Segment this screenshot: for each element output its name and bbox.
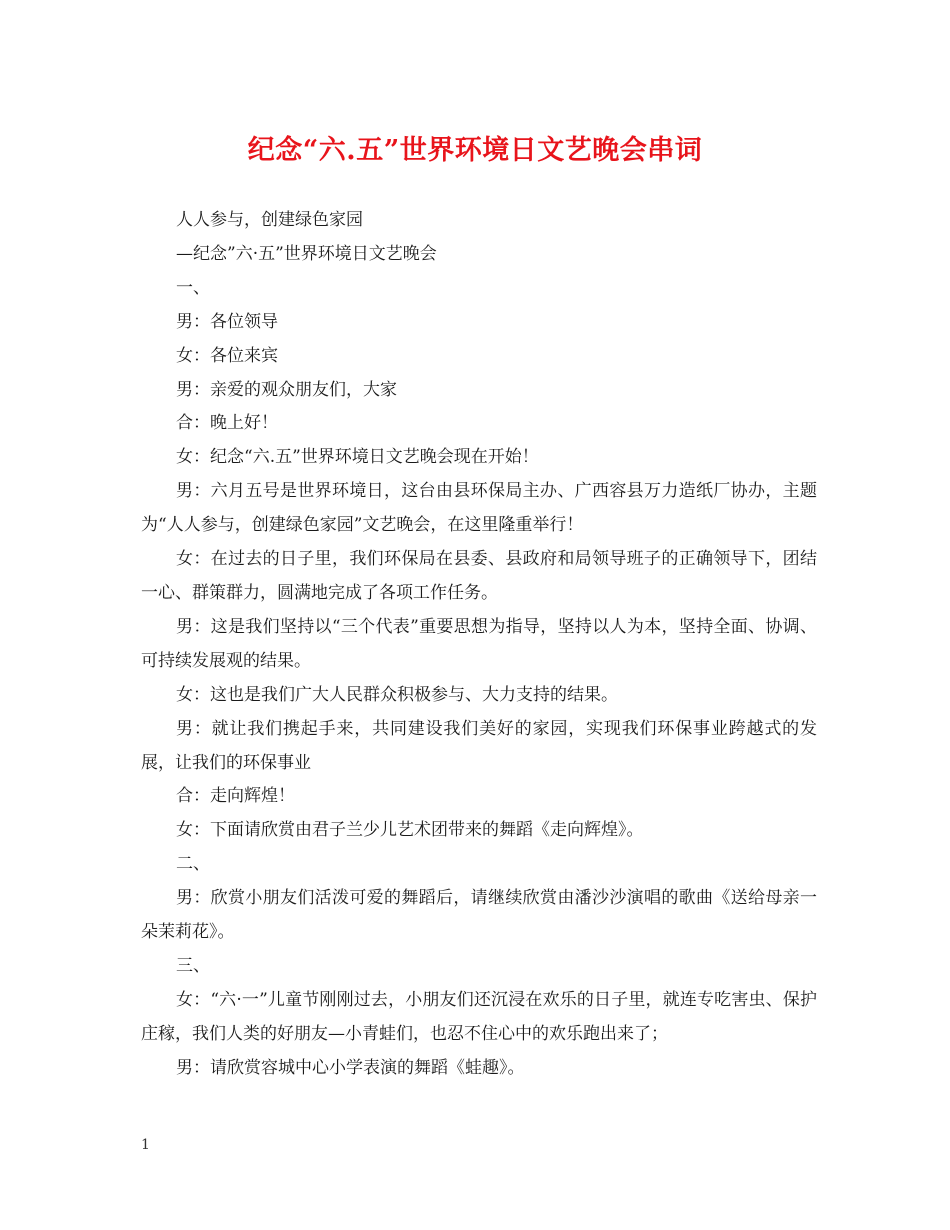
paragraph-subtitle-2: —纪念”六·五”世界环境日文艺晚会: [176, 243, 437, 264]
paragraph: 男：就让我们携起手来，共同建设我们美好的家园，实现我们环保事业跨越式的发展，让我们的环保事业: [141, 718, 817, 773]
paragraph: 男：各位领导: [176, 311, 278, 332]
section-marker-1: 一、: [176, 277, 210, 298]
paragraph: 女：这也是我们广大人民群众积极参与、大力支持的结果。: [176, 684, 618, 705]
paragraph: 男：请欣赏容城中心小学表演的舞蹈《蛙趣》。: [176, 1057, 525, 1078]
paragraph: 女：下面请欣赏由君子兰少儿艺术团带来的舞蹈《走向辉煌》。: [176, 820, 644, 841]
paragraph: 男：六月五号是世界环境日，这台由县环保局主办、广西容县万力造纸厂协办，主题为“人人参与，创建绿色家园”文艺晚会，在这里隆重举行！: [141, 481, 817, 536]
section-marker-3: 三、: [176, 955, 210, 976]
document-title: 纪念“六.五”世界环境日文艺晚会串词: [247, 135, 703, 166]
paragraph: 女：“六·一”儿童节刚刚过去，小朋友们还沉浸在欢乐的日子里，就连专吃害虫、保护庄稼，我们人类的好朋友—小青蛙们，也忍不住心中的欢乐跑出来了；: [141, 989, 817, 1044]
section-marker-2: 二、: [176, 854, 210, 875]
paragraph-subtitle: 人人参与，创建绿色家园: [176, 210, 363, 230]
document-body: [141, 204, 817, 1086]
paragraph: 男：亲爱的观众朋友们，大家: [176, 379, 397, 400]
paragraph: 女：各位来宾: [176, 345, 278, 366]
paragraph: 男：这是我们坚持以“三个代表”重要思想为指导，坚持以人为本，坚持全面、协调、可持续发展观的结果。: [141, 616, 817, 671]
page-number: 1: [141, 1137, 150, 1153]
paragraph: 男：欣赏小朋友们活泼可爱的舞蹈后，请继续欣赏由潘沙沙演唱的歌曲《送给母亲一朵茉莉花》。: [141, 888, 817, 943]
paragraph: 合：走向辉煌！: [176, 786, 295, 807]
paragraph: 女：纪念“六.五”世界环境日文艺晚会现在开始！: [176, 447, 539, 468]
paragraph: 女：在过去的日子里，我们环保局在县委、县政府和局领导班子的正确领导下，团结一心、群策群力，圆满地完成了各项工作任务。: [141, 549, 817, 603]
paragraph: 合：晚上好！: [176, 413, 278, 434]
